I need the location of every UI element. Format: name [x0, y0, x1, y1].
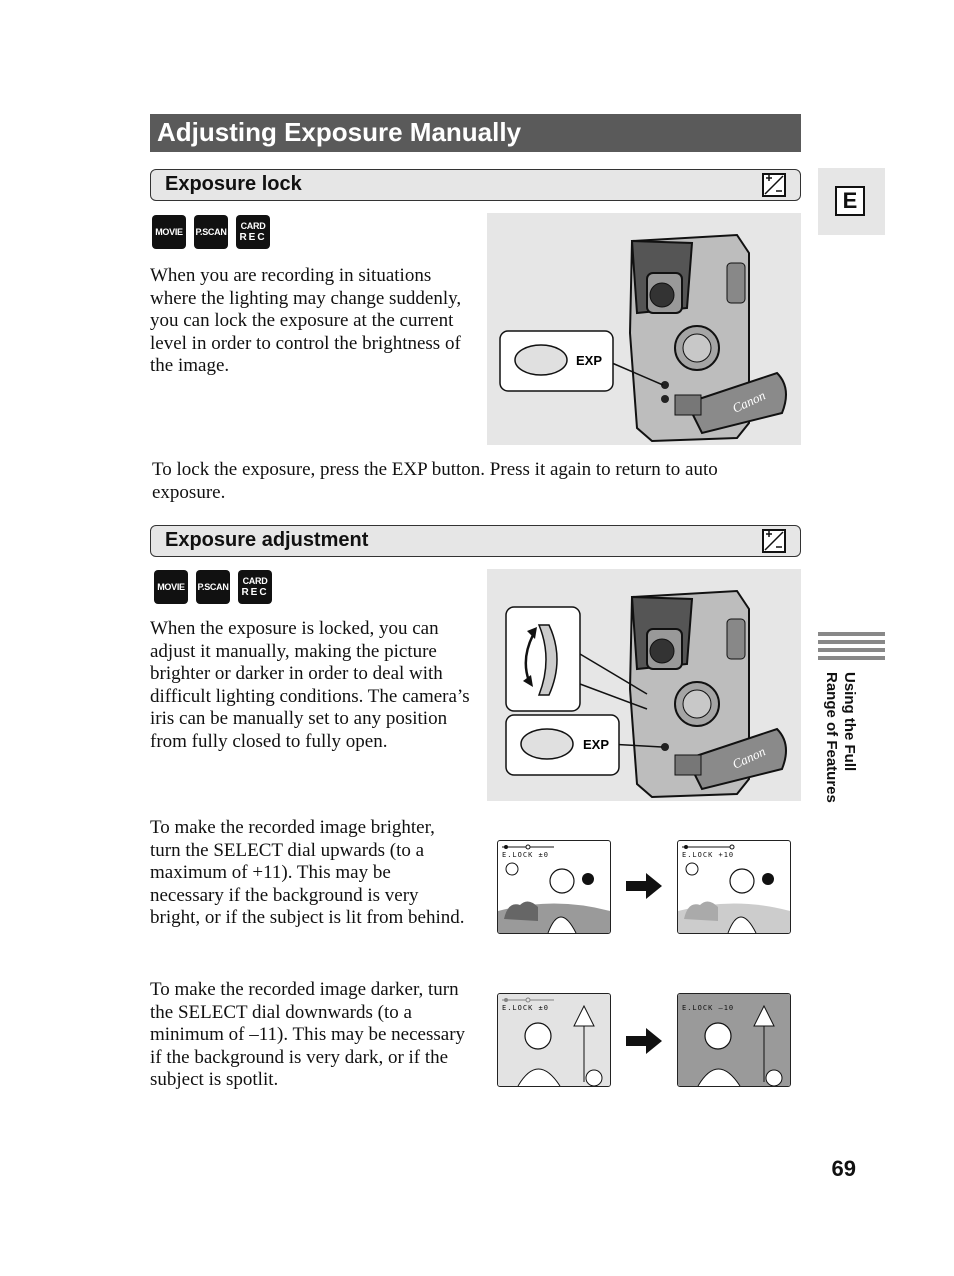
brighter-instruction: To make the recorded image brighter, turn the SELECT dial upwards (to a maximum of +11). This may be necessary if the background is very bright, or if the subject is lit from behind.	[150, 817, 465, 928]
section-heading-exposure-adjustment	[150, 525, 801, 557]
lcd-brighter-before	[497, 840, 611, 934]
side-stripe	[818, 656, 885, 660]
camcorder-dial-illustration	[487, 569, 801, 801]
brand-logo: Canon	[729, 387, 768, 416]
badge-pscan: P.SCAN	[196, 570, 230, 604]
lcd-darker-after	[677, 993, 791, 1087]
badge-card-rec: CARD REC	[236, 215, 270, 249]
arrow-right-icon	[626, 873, 662, 899]
mode-badges	[154, 570, 272, 606]
exposure-mode-icon	[762, 529, 786, 553]
lcd-darker-before	[497, 993, 611, 1087]
exp-button-label: EXP	[576, 353, 603, 368]
exp-button-label: EXP	[583, 737, 610, 752]
side-stripe	[818, 648, 885, 652]
badge-card-rec: CARD REC	[238, 570, 272, 604]
exposure-lock-paragraph: When you are recording in situations where the lighting may change suddenly, you can lock the exposure at the current level in order to control the brightness of the image.	[150, 265, 462, 376]
lcd-brighter-after	[677, 840, 791, 934]
section-heading-text: Exposure adjustment	[165, 529, 369, 551]
section-heading-text: Exposure lock	[165, 173, 302, 195]
side-stripe	[818, 640, 885, 644]
lcd-readout: E.LOCK ±0	[502, 851, 549, 859]
badge-pscan: P.SCAN	[194, 215, 228, 249]
badge-movie: MOVIE	[154, 570, 188, 604]
lcd-readout: E.LOCK –10	[682, 1004, 735, 1012]
camcorder-illustration	[487, 213, 801, 445]
exposure-mode-icon	[762, 173, 786, 197]
chapter-tab-letter: E	[835, 186, 865, 216]
section-heading-exposure-lock	[150, 169, 801, 201]
arrow-right-icon	[626, 1028, 662, 1054]
exposure-lock-instruction: To lock the exposure, press the EXP button. Press it again to return to auto exposure.	[152, 459, 718, 503]
chapter-tab	[818, 168, 885, 235]
lcd-readout: E.LOCK +10	[682, 851, 735, 859]
brand-logo: Canon	[729, 743, 768, 772]
chapter-side-label: Using the Full Range of Features	[823, 672, 858, 803]
lcd-readout: E.LOCK ±0	[502, 1004, 549, 1012]
darker-instruction: To make the recorded image darker, turn the SELECT dial downwards (to a minimum of –11). This may be necessary if the background is very dark, or if the subject is spotlit.	[150, 979, 466, 1090]
exposure-adjustment-paragraph: When the exposure is locked, you can adjust it manually, making the picture brighter or darker in order to deal with difficult lighting conditions. The camera’s iris can be manually set to any position from fully closed to fully open.	[150, 618, 470, 752]
mode-badges	[152, 215, 270, 251]
page-number: 69	[831, 1156, 856, 1181]
page-title: Adjusting Exposure Manually	[150, 114, 801, 152]
badge-movie: MOVIE	[152, 215, 186, 249]
side-stripe	[818, 632, 885, 636]
